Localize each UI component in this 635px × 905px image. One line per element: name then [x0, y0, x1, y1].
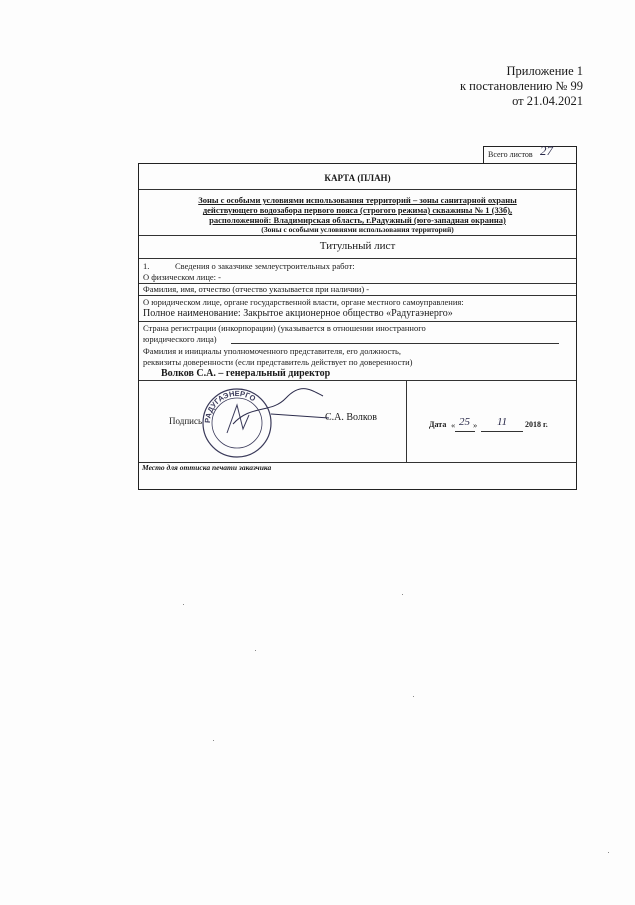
- zone-caption: (Зоны с особыми условиями использования территорий): [261, 225, 454, 234]
- individual-name: Фамилия, имя, отчество (отчество указывается при наличии) -: [143, 284, 370, 294]
- signature-label: Подпись: [169, 416, 203, 426]
- divider: [139, 295, 576, 296]
- map-title-form: [138, 163, 577, 490]
- stamp-lettering: РАДУГАЭНЕРГО: [202, 388, 258, 424]
- rep-line-2: реквизиты доверенности (если представитель действует по доверенности): [143, 357, 413, 367]
- divider: [139, 235, 576, 236]
- appendix-line-2: к постановлению № 99: [459, 79, 583, 93]
- scan-dot: [255, 650, 256, 651]
- full-name: Полное наименование: Закрытое акционерное общество «Радугаэнерго»: [143, 308, 453, 319]
- rep-value: Волков С.А. – генеральный директор: [161, 368, 331, 379]
- individual-label: О физическом лице: -: [143, 272, 221, 282]
- rep-line-1: Фамилия и инициалы уполномоченного представителя, его должность,: [143, 346, 401, 356]
- date-month: 11: [497, 416, 508, 428]
- scan-dot: [413, 696, 414, 697]
- divider: [139, 321, 576, 322]
- signature-scribble: [231, 384, 331, 428]
- date-day: 25: [459, 416, 470, 428]
- sheets-count-box: [483, 143, 577, 163]
- signer-name: С.А. Волков: [325, 412, 377, 423]
- item-heading: Сведения о заказчике землеустроительных работ:: [175, 261, 355, 271]
- date-month-underline: [481, 431, 523, 432]
- country-line-1: Страна регистрации (инкорпорации) (указывается в отношении иностранного: [143, 323, 426, 333]
- divider: [139, 258, 576, 259]
- country-line-2: юридического лица): [143, 334, 217, 344]
- scan-dot: [213, 740, 214, 741]
- appendix-line-3: от 21.04.2021: [512, 94, 583, 108]
- date-day-close: »: [473, 420, 478, 430]
- item-number: 1.: [143, 261, 150, 271]
- zone-line-2: действующего водозабора первого пояса (строгого режима) скважины № 1 (33б),: [202, 205, 513, 215]
- signature-cell: [139, 380, 407, 462]
- sheets-label: Всего листов: [488, 150, 533, 159]
- stamp-place-label: Место для оттиска печати заказчика: [142, 463, 272, 472]
- zone-line-1: Зоны с особыми условиями использования территорий – зоны санитарной охраны: [198, 195, 517, 205]
- divider: [139, 189, 576, 190]
- appendix-line-1: Приложение 1: [506, 64, 583, 78]
- legal-label: О юридическом лице, органе государственной власти, органе местного самоуправления:: [143, 297, 464, 307]
- date-year: 2018 г.: [525, 420, 548, 429]
- scan-dot: [183, 604, 184, 605]
- date-day-underline: [455, 431, 475, 432]
- scan-dot: [608, 852, 609, 853]
- date-day-open: «: [451, 420, 456, 430]
- date-label: Дата: [429, 420, 447, 429]
- appendix-header: [460, 64, 583, 109]
- scan-dot: [402, 594, 403, 595]
- sheets-value: 27: [540, 143, 553, 158]
- country-underline: [231, 343, 559, 344]
- form-title: КАРТА (ПЛАН): [324, 173, 391, 183]
- section-title: Титульный лист: [319, 240, 396, 252]
- zone-line-3: расположенной: Владимирская область, г.Радужный (юго-западная окраина): [209, 215, 506, 225]
